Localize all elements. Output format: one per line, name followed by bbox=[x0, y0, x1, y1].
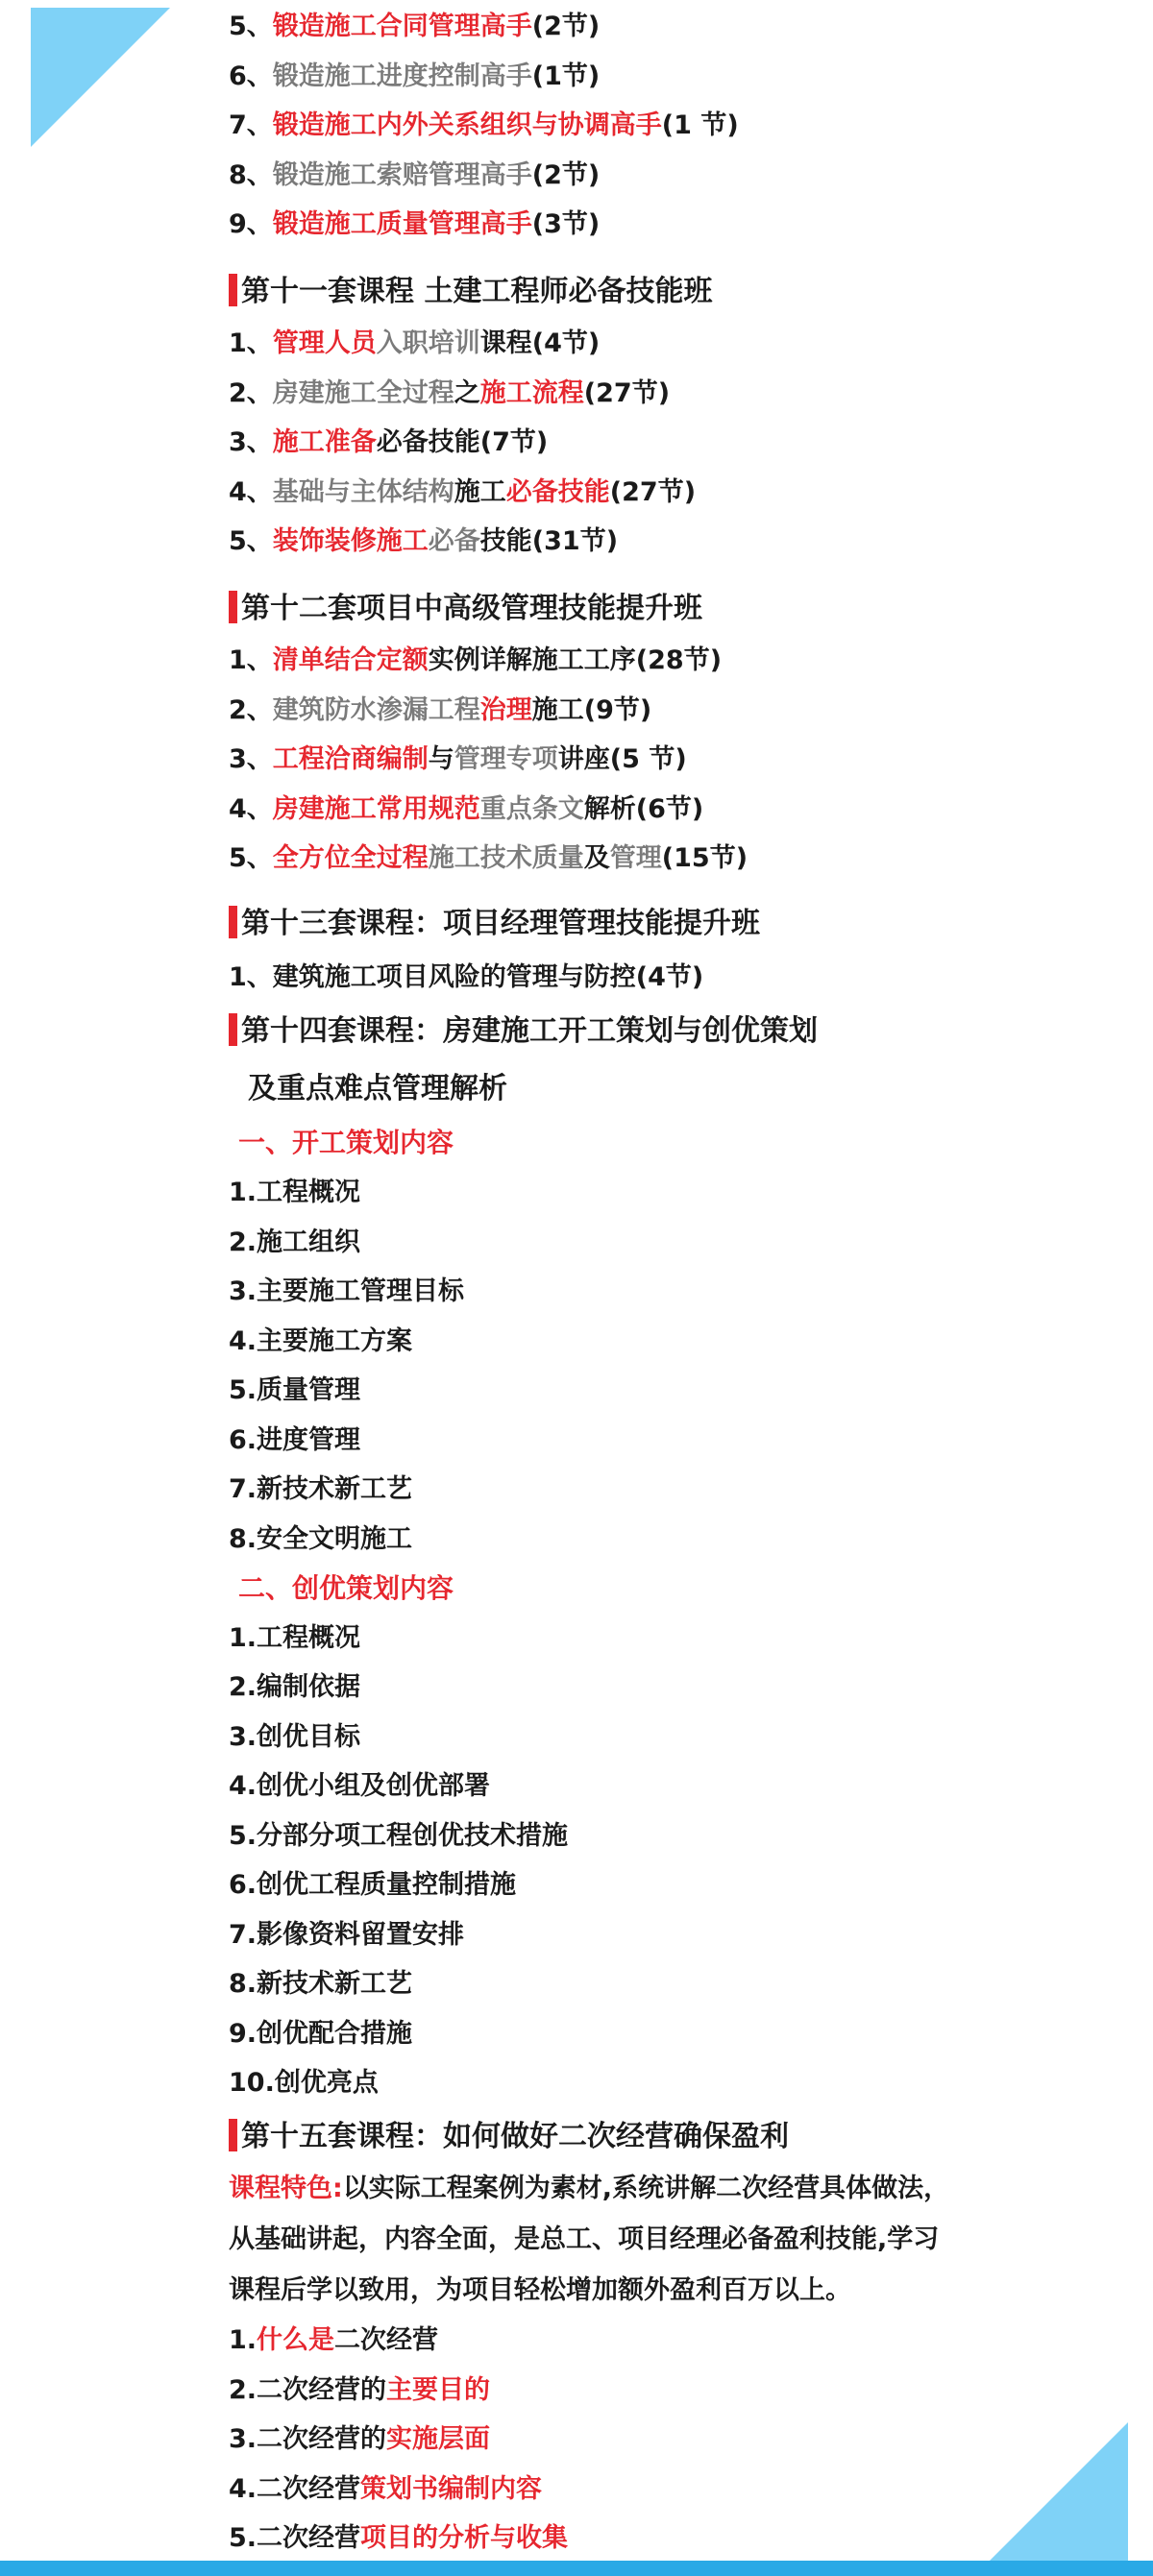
text-segment: 1、 bbox=[229, 328, 273, 358]
text-segment: 2.二次经营的 bbox=[229, 2375, 387, 2405]
text-segment: 4、 bbox=[229, 477, 273, 507]
text-segment: 4、 bbox=[229, 794, 273, 824]
text-segment: 3.二次经营的 bbox=[229, 2424, 387, 2454]
course-item bbox=[229, 1224, 360, 1262]
text-segment: 5.质量管理 bbox=[229, 1375, 361, 1405]
text-segment: 二次经营 bbox=[334, 2325, 439, 2355]
course-item bbox=[229, 2015, 412, 2054]
text-segment: 第十五套课程：如何做好二次经营确保盈利 bbox=[241, 2120, 789, 2153]
course-item bbox=[229, 1372, 360, 1410]
course-item bbox=[229, 522, 618, 561]
text-segment: 锻造施工质量管理高手 bbox=[272, 209, 532, 239]
text-segment: 必备技能(7节) bbox=[376, 427, 549, 457]
text-segment: 1、 bbox=[229, 645, 273, 675]
course-item bbox=[229, 790, 703, 829]
text-segment: 2、 bbox=[229, 695, 273, 725]
text-segment: 1.工程概况 bbox=[229, 1178, 361, 1207]
text-segment: 从基础讲起，内容全面，是总工、项目经理必备盈利技能,学习 bbox=[229, 2224, 940, 2254]
course-item bbox=[229, 1817, 568, 1856]
course-item bbox=[229, 1668, 360, 1707]
course-item bbox=[229, 1273, 464, 1311]
course-item bbox=[229, 2064, 379, 2102]
course-item bbox=[229, 1767, 490, 1806]
course-description bbox=[229, 2221, 939, 2259]
text-segment: 与 bbox=[428, 744, 454, 774]
text-segment: 房建施工全过程 bbox=[272, 378, 454, 408]
course-item bbox=[229, 1470, 412, 1509]
course-item bbox=[229, 2519, 568, 2558]
text-segment: 3.主要施工管理目标 bbox=[229, 1276, 465, 1306]
text-segment: 7、 bbox=[229, 110, 273, 140]
text-segment: 5、 bbox=[229, 843, 273, 873]
text-segment: 第十二套项目中高级管理技能提升班 bbox=[241, 592, 702, 625]
text-segment: 管理人员 bbox=[272, 328, 377, 358]
text-segment: 7.影像资料留置安排 bbox=[229, 1920, 465, 1950]
text-segment: 课程(4节) bbox=[479, 328, 601, 358]
section-subheading bbox=[238, 1124, 454, 1162]
text-segment: 5.分部分项工程创优技术措施 bbox=[229, 1821, 569, 1851]
text-segment: 施工 bbox=[454, 477, 506, 507]
text-segment: 4.创优小组及创优部署 bbox=[229, 1771, 491, 1801]
text-segment: 施工(9节) bbox=[531, 695, 652, 725]
heading-marker-bar bbox=[229, 906, 237, 938]
text-segment: 及 bbox=[583, 843, 610, 873]
text-segment: 6.创优工程质量控制措施 bbox=[229, 1870, 517, 1900]
text-segment: 施工准备 bbox=[272, 427, 377, 457]
course-heading bbox=[248, 1070, 507, 1108]
text-segment: 第十四套课程：房建施工开工策划与创优策划 bbox=[241, 1014, 818, 1048]
text-segment: 工程洽商编制 bbox=[272, 744, 429, 774]
course-item bbox=[229, 8, 600, 46]
course-description bbox=[229, 2272, 851, 2310]
course-item bbox=[229, 2420, 490, 2459]
text-segment: 9、 bbox=[229, 209, 273, 239]
text-segment: 解析(6节) bbox=[583, 794, 704, 824]
course-heading bbox=[229, 273, 712, 311]
text-segment: 管理 bbox=[609, 843, 662, 873]
text-segment: 必备技能 bbox=[505, 477, 610, 507]
bottom-right-corner-decoration bbox=[988, 2422, 1128, 2563]
section-subheading bbox=[238, 1569, 454, 1608]
text-segment: 实例详解施工工序(28节) bbox=[428, 645, 723, 675]
text-segment: (2节) bbox=[531, 160, 601, 190]
text-segment: 4.二次经营 bbox=[229, 2474, 361, 2504]
text-segment: 建筑防水渗漏工程 bbox=[272, 695, 480, 725]
text-segment: (1 节) bbox=[661, 110, 739, 140]
text-segment: (27节) bbox=[609, 477, 697, 507]
text-segment: 及重点难点管理解析 bbox=[248, 1072, 507, 1106]
text-segment: 施工技术质量 bbox=[428, 843, 584, 873]
course-item bbox=[229, 2321, 438, 2360]
text-segment: 1.工程概况 bbox=[229, 1623, 361, 1653]
text-segment: 清单结合定额 bbox=[272, 645, 429, 675]
text-segment: 9.创优配合措施 bbox=[229, 2019, 413, 2049]
text-segment: 施工流程 bbox=[479, 378, 584, 408]
text-segment: 讲座(5 节) bbox=[557, 744, 687, 774]
course-item bbox=[229, 107, 739, 145]
text-segment: (15节) bbox=[661, 843, 748, 873]
course-item bbox=[229, 1323, 412, 1361]
text-segment: 课程特色: bbox=[229, 2174, 343, 2203]
course-item bbox=[229, 325, 600, 363]
text-segment: 8.新技术新工艺 bbox=[229, 1969, 413, 1999]
course-item bbox=[229, 1866, 516, 1905]
course-heading bbox=[229, 905, 760, 943]
text-segment: 1. bbox=[229, 2325, 258, 2355]
text-segment: 10.创优亮点 bbox=[229, 2068, 379, 2098]
text-segment: 之 bbox=[454, 378, 480, 408]
text-segment: (3节) bbox=[531, 209, 601, 239]
course-item bbox=[229, 424, 548, 462]
course-item bbox=[229, 1718, 360, 1757]
text-segment: 8、 bbox=[229, 160, 273, 190]
text-segment: 7.新技术新工艺 bbox=[229, 1474, 413, 1504]
course-item bbox=[229, 2371, 490, 2410]
text-segment: 8.安全文明施工 bbox=[229, 1524, 413, 1554]
text-segment: 锻造施工索赔管理高手 bbox=[272, 160, 532, 190]
course-item bbox=[229, 1965, 412, 2004]
text-segment: 入职培训 bbox=[376, 328, 480, 358]
text-segment: 5.二次经营 bbox=[229, 2523, 361, 2553]
text-segment: 治理 bbox=[479, 695, 532, 725]
text-segment: 项目的分析与收集 bbox=[360, 2523, 569, 2553]
course-item bbox=[229, 157, 600, 195]
text-segment: 5、 bbox=[229, 12, 273, 41]
text-segment: 5、 bbox=[229, 526, 273, 556]
course-item bbox=[229, 2470, 542, 2509]
text-segment: 装饰装修施工 bbox=[272, 526, 429, 556]
text-segment: 6.进度管理 bbox=[229, 1425, 361, 1455]
text-segment: 1、建筑施工项目风险的管理与防控(4节) bbox=[229, 962, 704, 992]
text-segment: 房建施工常用规范 bbox=[272, 794, 480, 824]
course-heading bbox=[229, 590, 702, 628]
course-description bbox=[229, 2170, 949, 2208]
course-heading bbox=[229, 1012, 818, 1051]
text-segment: 主要目的 bbox=[386, 2375, 491, 2405]
course-item bbox=[229, 1619, 360, 1658]
text-segment: 二、创优策划内容 bbox=[238, 1572, 454, 1604]
course-item bbox=[229, 959, 703, 997]
text-segment: 第十一套课程 土建工程师必备技能班 bbox=[241, 275, 713, 308]
course-item bbox=[229, 1520, 412, 1559]
course-item bbox=[229, 839, 748, 878]
course-item bbox=[229, 58, 600, 96]
text-segment: 锻造施工合同管理高手 bbox=[272, 12, 532, 41]
course-item bbox=[229, 206, 600, 244]
text-segment: 必备 bbox=[428, 526, 480, 556]
text-segment: 以实际工程案例为素材,系统讲解二次经营具体做法， bbox=[342, 2174, 950, 2203]
text-segment: 什么是 bbox=[257, 2325, 335, 2355]
text-segment: 锻造施工内外关系组织与协调高手 bbox=[272, 110, 662, 140]
text-segment: 2.编制依据 bbox=[229, 1672, 361, 1702]
text-segment: (1节) bbox=[531, 61, 601, 91]
course-item bbox=[229, 375, 670, 413]
heading-marker-bar bbox=[229, 274, 237, 306]
text-segment: 锻造施工进度控制高手 bbox=[272, 61, 532, 91]
text-segment: 3.创优目标 bbox=[229, 1722, 361, 1752]
text-segment: 管理专项 bbox=[454, 744, 558, 774]
course-item bbox=[229, 474, 696, 512]
text-segment: 技能(31节) bbox=[479, 526, 619, 556]
course-item bbox=[229, 1422, 360, 1460]
text-segment: 2.施工组织 bbox=[229, 1227, 361, 1257]
text-segment: 第十三套课程：项目经理管理技能提升班 bbox=[241, 907, 760, 940]
text-segment: 重点条文 bbox=[479, 794, 584, 824]
text-segment: 6、 bbox=[229, 61, 273, 91]
text-segment: 全方位全过程 bbox=[272, 843, 429, 873]
heading-marker-bar bbox=[229, 2119, 237, 2151]
text-segment: 基础与主体结构 bbox=[272, 477, 454, 507]
top-left-corner-decoration bbox=[31, 8, 170, 147]
course-item bbox=[229, 642, 722, 680]
course-heading bbox=[229, 2118, 789, 2156]
text-segment: 3、 bbox=[229, 744, 273, 774]
text-segment: 策划书编制内容 bbox=[360, 2474, 543, 2504]
text-segment: 3、 bbox=[229, 427, 273, 457]
text-segment: 课程后学以致用，为项目轻松增加额外盈利百万以上。 bbox=[229, 2275, 851, 2305]
text-segment: 4.主要施工方案 bbox=[229, 1326, 413, 1356]
text-segment: 实施层面 bbox=[386, 2424, 491, 2454]
text-segment: (2节) bbox=[531, 12, 601, 41]
course-item bbox=[229, 1916, 464, 1955]
text-segment: 2、 bbox=[229, 378, 273, 408]
course-item bbox=[229, 1174, 360, 1212]
text-segment: 一、开工策划内容 bbox=[238, 1127, 454, 1158]
heading-marker-bar bbox=[229, 1013, 237, 1046]
heading-marker-bar bbox=[229, 591, 237, 623]
text-segment: (27节) bbox=[583, 378, 671, 408]
bottom-accent-bar bbox=[0, 2561, 1153, 2576]
course-item bbox=[229, 692, 651, 730]
course-item bbox=[229, 741, 687, 779]
